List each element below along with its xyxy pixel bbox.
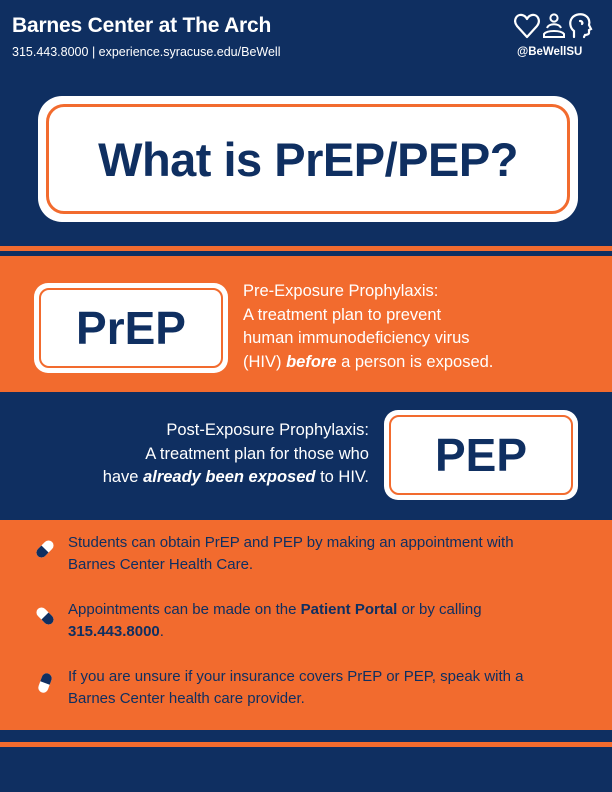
info-bullet-1-line1: Students can obtain PrEP and PEP by making an appointment with (68, 534, 514, 551)
title-card-border (46, 104, 570, 214)
pep-def-line1: Post-Exposure Prophylaxis: (166, 421, 369, 439)
pep-def-line3-a: have (102, 468, 144, 486)
pep-label: PEP (434, 429, 528, 481)
info-bullet-1-text (68, 532, 588, 576)
divider-stripe-bottom (0, 742, 612, 747)
meditation-icon (544, 14, 564, 37)
pill-icon (32, 536, 58, 562)
pep-label-border (389, 415, 573, 495)
divider-stripe-top (0, 246, 612, 251)
prep-def-emphasis: before (286, 352, 337, 371)
prep-label: PrEP (76, 302, 186, 354)
prep-def-line4-a: (HIV) (243, 352, 287, 371)
info-bullet-1-line2: Barnes Center Health Care. (68, 556, 254, 573)
info-bullet-3-text (68, 666, 588, 710)
pep-label-card (384, 410, 578, 500)
title-card (38, 96, 578, 222)
page-title: What is PrEP/PEP? (98, 132, 518, 186)
prep-def-line3: human immunodeficiency virus (243, 329, 470, 347)
org-title: Barnes Center at The Arch (12, 14, 272, 37)
prep-def-line1: Pre-Exposure Prophylaxis: (243, 282, 439, 300)
prep-label-border (39, 288, 223, 368)
info-section (0, 520, 612, 730)
pill-icon (32, 670, 58, 696)
prep-def-line4 (243, 351, 493, 375)
prep-def-line4-b: a person is exposed. (336, 352, 494, 371)
phone-number[interactable]: 315.443.8000 (68, 623, 160, 640)
prep-definition (243, 280, 493, 374)
header (0, 0, 612, 80)
info-bullet-2-text (68, 599, 588, 643)
info-bullet-2 (32, 599, 592, 649)
info-bullet-2-line2 (68, 621, 588, 643)
info-bullet-3-line1: If you are unsure if your insurance covers PrEP or PEP, speak with a (68, 668, 524, 685)
info-bullet-2-a: Appointments can be made on the (68, 601, 301, 618)
info-bullet-2-end: . (159, 623, 164, 640)
info-bullet-2-line1 (68, 599, 588, 621)
info-bullet-3-line2: Barnes Center health care provider. (68, 690, 305, 707)
pep-def-line3-b: to HIV. (315, 468, 369, 486)
pill-icon (32, 603, 58, 629)
header-icons (514, 12, 594, 40)
pep-def-emphasis: already been exposed (143, 468, 316, 486)
pep-def-line3 (103, 466, 369, 490)
info-bullet-3 (32, 666, 592, 716)
patient-portal-link[interactable]: Patient Portal (300, 601, 398, 618)
social-handle: @BeWellSU (517, 46, 583, 58)
org-contact: 315.443.8000 | experience.syracuse.edu/BeWell (12, 45, 281, 59)
pep-definition (103, 419, 369, 490)
prep-label-card (34, 283, 228, 373)
pep-def-line2: A treatment plan for those who (145, 444, 369, 463)
heart-icon (515, 15, 539, 37)
info-bullet-1 (32, 532, 592, 582)
prep-def-line2: A treatment plan to prevent (243, 305, 442, 324)
head-profile-icon (570, 14, 591, 37)
info-bullet-2-b: or by calling (397, 601, 482, 618)
